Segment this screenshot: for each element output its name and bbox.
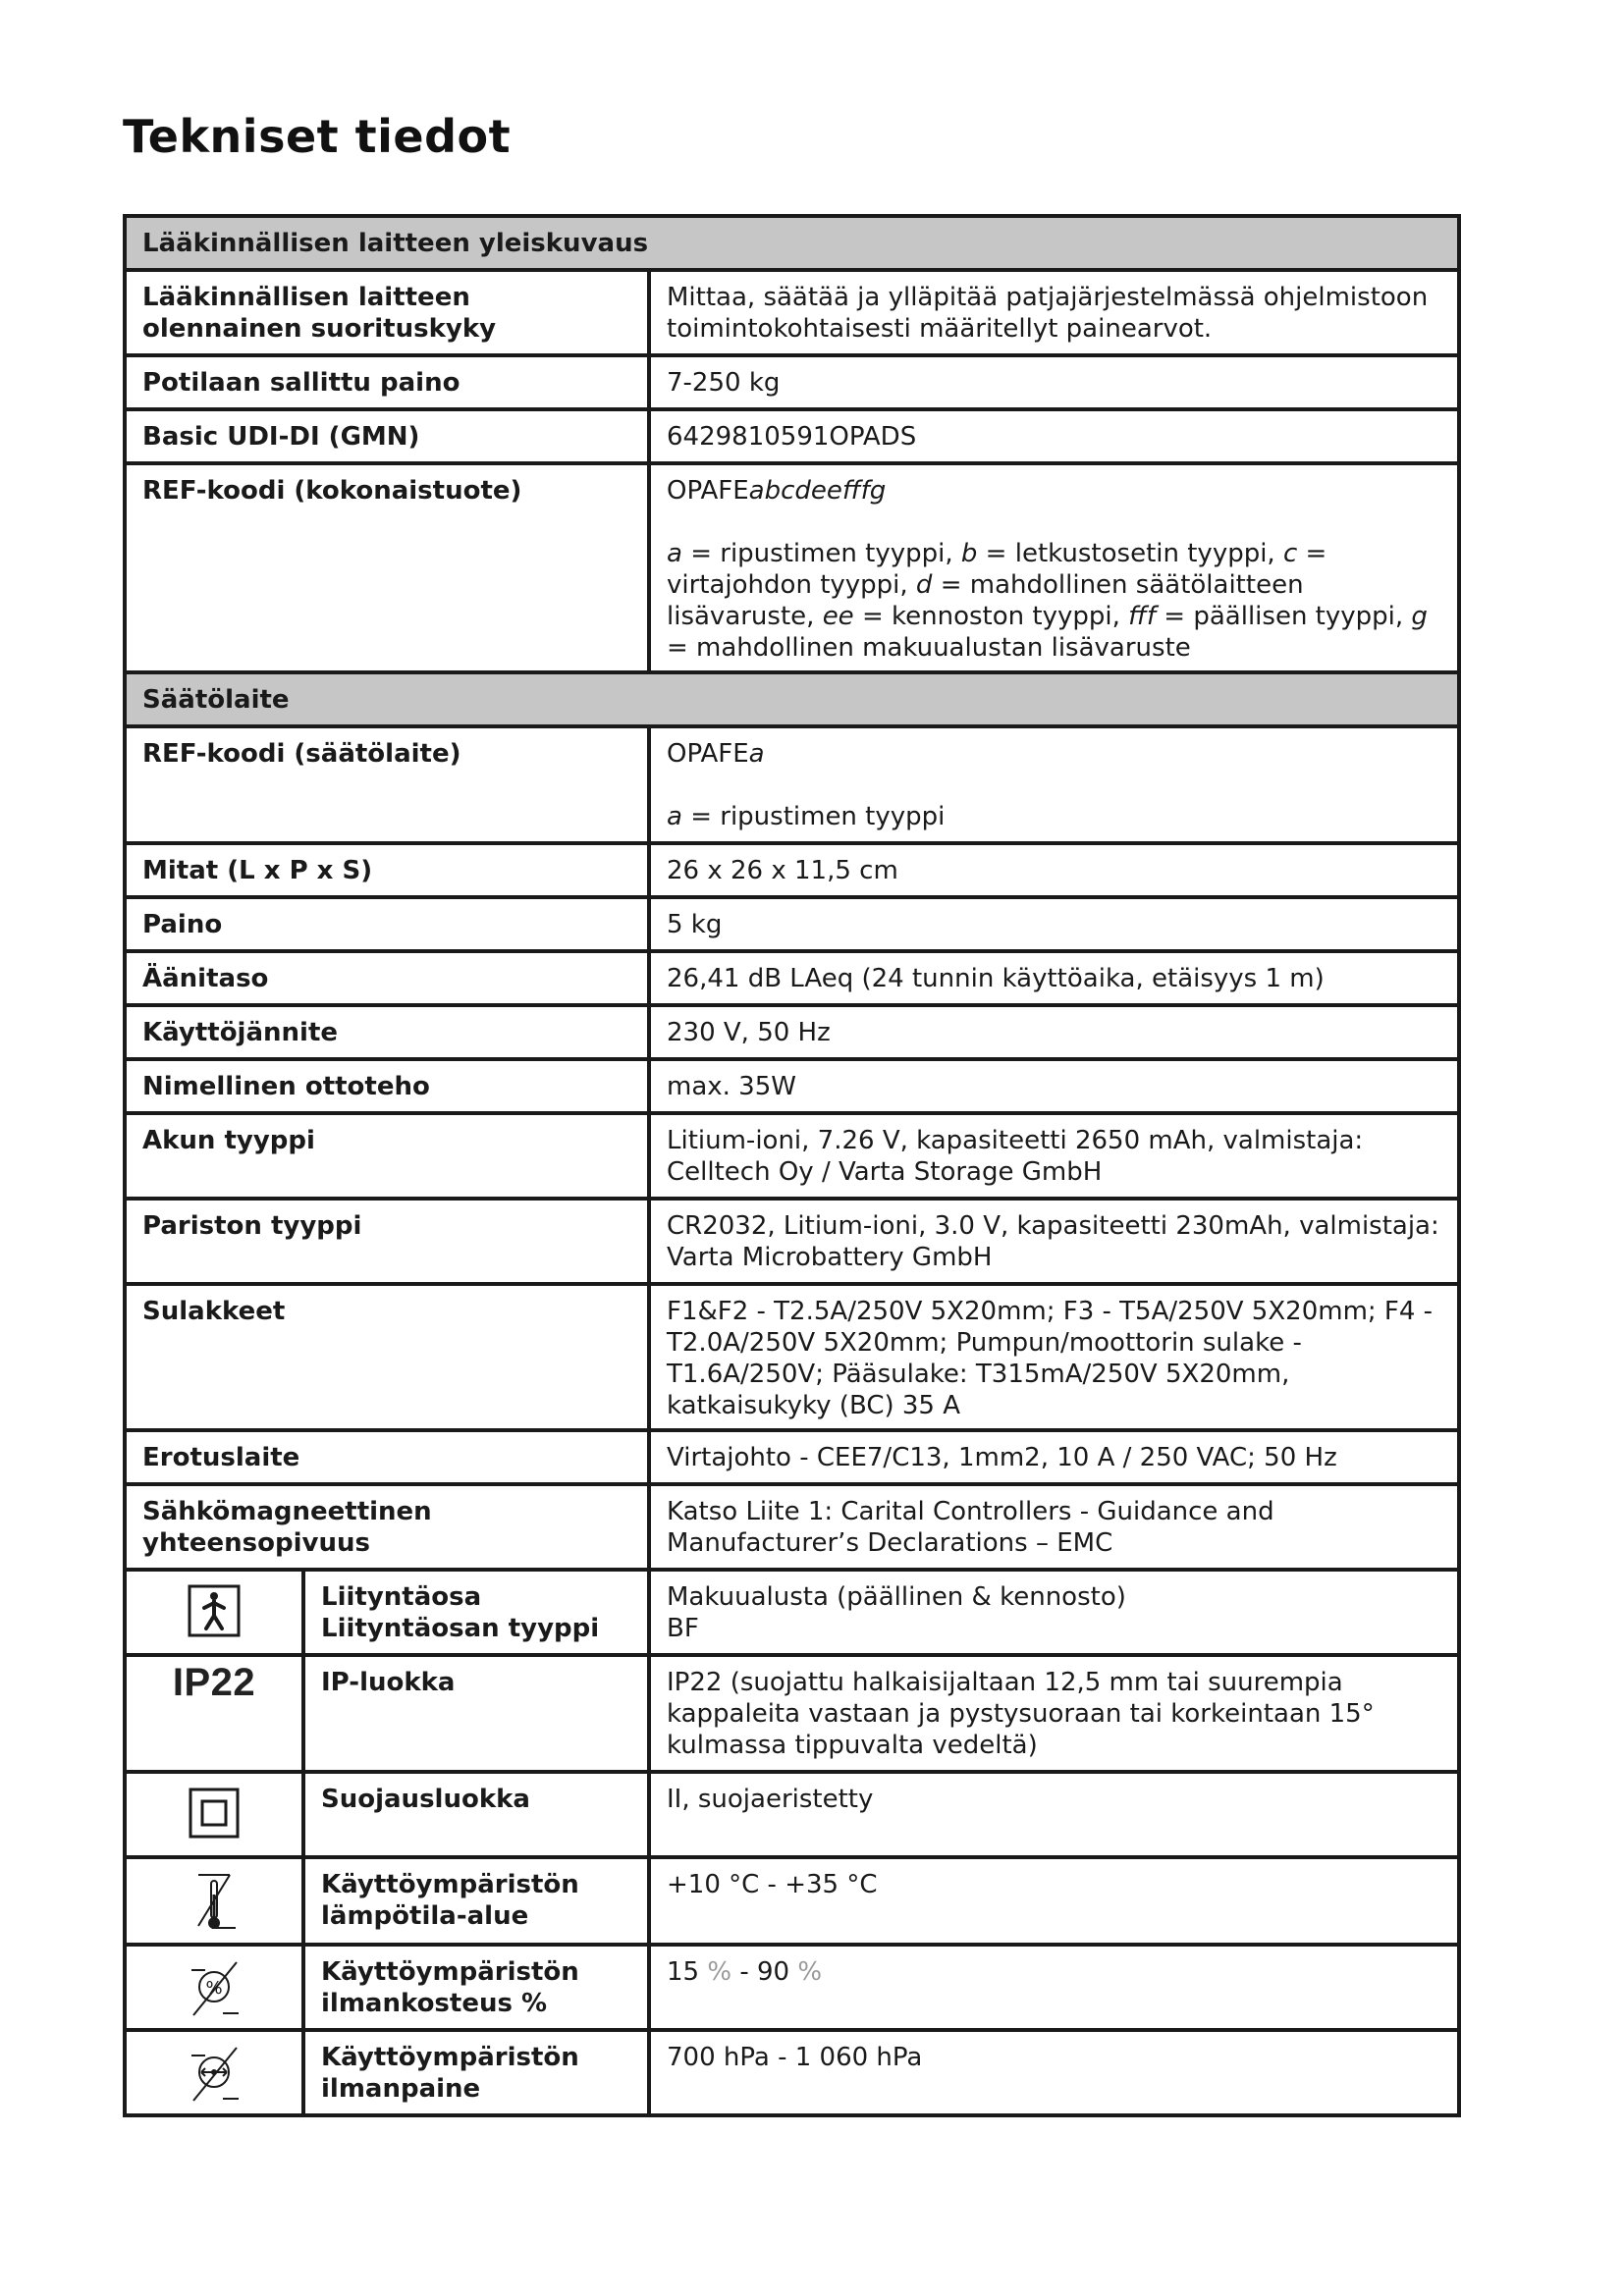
ref-code-legend <box>667 538 1441 664</box>
section-header-device-overview: Lääkinnällisen laitteen yleiskuvaus <box>125 216 1459 270</box>
table-row <box>125 1199 1459 1284</box>
legend-text: = kennoston tyyppi, <box>853 602 1129 631</box>
row-label: Käyttöympäristön ilmankosteus % <box>303 1945 649 2030</box>
humidity-min: 15 <box>667 1957 700 1987</box>
row-label: Suojausluokka <box>303 1772 649 1857</box>
protection-class-icon-cell <box>125 1772 303 1857</box>
row-value: 230 V, 50 Hz <box>649 1005 1459 1059</box>
temperature-icon-cell <box>125 1857 303 1945</box>
row-value: Litium-ioni, 7.26 V, kapasiteetti 2650 mAh, valmistaja: Celltech Oy / Varta Storage GmbH <box>649 1113 1459 1199</box>
legend-text: = mahdollinen makuualustan lisävaruste <box>667 633 1191 663</box>
row-label: Käyttöjännite <box>125 1005 649 1059</box>
legend-var: a <box>667 802 682 831</box>
legend-text: = letkustosetin tyyppi, <box>977 539 1283 568</box>
ref-code-prefix: OPAFE <box>667 476 749 506</box>
table-row <box>125 1430 1459 1484</box>
applied-part-type-label: Liityntäosan tyyppi <box>321 1614 600 1643</box>
row-label: Äänitaso <box>125 951 649 1005</box>
row-value: F1&F2 - T2.5A/250V 5X20mm; F3 - T5A/250V 5X20mm; F4 - T2.0A/250V 5X20mm; Pumpun/moottorin sulake - T1.6A/250V; Pääsulake: T315mA/250V 5X20mm, katkaisukyky (BC) 35 A <box>649 1284 1459 1430</box>
legend-var: fff <box>1128 602 1157 631</box>
humidity-max: 90 <box>757 1957 790 1987</box>
row-value: +10 °C - +35 °C <box>649 1857 1459 1945</box>
legend-text: = ripustimen tyyppi, <box>681 539 961 568</box>
humidity-unit: % <box>797 1957 823 1987</box>
legend-text: = mahdollinen säätölaitteen lisävaruste, <box>667 570 1304 631</box>
humidity-value <box>649 1945 1459 2030</box>
symbol-row <box>125 1655 1459 1772</box>
row-label: Lääkinnällisen laitteen olennainen suorituskyky <box>125 270 649 355</box>
ref-code-legend <box>667 801 1441 832</box>
humidity-icon-cell <box>125 1945 303 2030</box>
table-row <box>125 409 1459 463</box>
row-label: Mitat (L x P x S) <box>125 843 649 897</box>
humidity-sep: - <box>731 1957 757 1987</box>
legend-var: a <box>667 539 682 568</box>
legend-text: = virtajohdon tyyppi, <box>667 539 1327 600</box>
legend-text: = päällisen tyyppi, <box>1156 602 1412 631</box>
class-ii-double-square-icon <box>185 1784 244 1842</box>
applied-part-icon-cell <box>125 1570 303 1655</box>
legend-var: b <box>960 539 978 568</box>
row-label: Paino <box>125 897 649 951</box>
row-value: 7-250 kg <box>649 355 1459 409</box>
humidity-unit: % <box>707 1957 732 1987</box>
table-row <box>125 726 1459 843</box>
symbol-row <box>125 1772 1459 1857</box>
svg-text:%: % <box>205 1978 223 1999</box>
temperature-limit-icon <box>185 1869 244 1936</box>
row-label: Akun tyyppi <box>125 1113 649 1199</box>
row-label: IP-luokka <box>303 1655 649 1772</box>
technical-specs-table <box>123 214 1461 2117</box>
legend-text: = ripustimen tyyppi <box>681 802 946 831</box>
table-row <box>125 843 1459 897</box>
applied-part-labels <box>303 1570 649 1655</box>
row-value: CR2032, Litium-ioni, 3.0 V, kapasiteetti 230mAh, valmistaja: Varta Microbattery GmbH <box>649 1199 1459 1284</box>
ref-code-value <box>649 463 1459 672</box>
table-row <box>125 1113 1459 1199</box>
ref-code-value <box>649 726 1459 843</box>
section-header-row <box>125 672 1459 726</box>
ref-code-suffix: a <box>748 739 765 769</box>
row-label: Sähkömagneettinen yhteensopivuus <box>125 1484 649 1570</box>
ref-code-suffix: abcdeefffg <box>748 476 887 506</box>
row-value: 26 x 26 x 11,5 cm <box>649 843 1459 897</box>
page-title: Tekniset tiedot <box>123 110 512 163</box>
symbol-row <box>125 1945 1459 2030</box>
table-row <box>125 951 1459 1005</box>
pressure-icon-cell <box>125 2030 303 2115</box>
table-row <box>125 1059 1459 1113</box>
humidity-limit-icon <box>184 1956 244 2021</box>
row-value: Katso Liite 1: Carital Controllers - Guidance and Manufacturer’s Declarations – EMC <box>649 1484 1459 1570</box>
row-label: Nimellinen ottoteho <box>125 1059 649 1113</box>
table-row <box>125 463 1459 672</box>
row-value: 700 hPa - 1 060 hPa <box>649 2030 1459 2115</box>
row-value: IP22 (suojattu halkaisijaltaan 12,5 mm tai suurempia kappaleita vastaan ja pystysuoraan tai korkeintaan 15° kulmassa tippuvalta vedeltä) <box>649 1655 1459 1772</box>
row-value: Virtajohto - CEE7/C13, 1mm2, 10 A / 250 VAC; 50 Hz <box>649 1430 1459 1484</box>
row-label: Käyttöympäristön ilmanpaine <box>303 2030 649 2115</box>
applied-part-type-value: BF <box>667 1614 699 1643</box>
ref-code-prefix: OPAFE <box>667 739 749 769</box>
row-label: REF-koodi (kokonaistuote) <box>125 463 649 672</box>
legend-var: c <box>1282 539 1298 568</box>
row-label: Pariston tyyppi <box>125 1199 649 1284</box>
table-row <box>125 270 1459 355</box>
row-value: 5 kg <box>649 897 1459 951</box>
row-value: max. 35W <box>649 1059 1459 1113</box>
row-label: Sulakkeet <box>125 1284 649 1430</box>
section-header-row <box>125 216 1459 270</box>
atmospheric-pressure-limit-icon <box>184 2042 244 2107</box>
row-value: 6429810591OPADS <box>649 409 1459 463</box>
symbol-row <box>125 1570 1459 1655</box>
section-header-controller: Säätölaite <box>125 672 1459 726</box>
ref-code <box>667 738 1441 770</box>
row-label: Basic UDI-DI (GMN) <box>125 409 649 463</box>
table-row <box>125 1484 1459 1570</box>
table-row <box>125 1284 1459 1430</box>
row-label: Potilaan sallittu paino <box>125 355 649 409</box>
table-row <box>125 1005 1459 1059</box>
legend-var: ee <box>822 602 854 631</box>
applied-part-value: Makuualusta (päällinen & kennosto) <box>667 1582 1126 1612</box>
ip-class-icon-cell <box>125 1655 303 1772</box>
symbol-row <box>125 2030 1459 2115</box>
ref-code <box>667 475 1441 507</box>
row-label: REF-koodi (säätölaite) <box>125 726 649 843</box>
table-row <box>125 897 1459 951</box>
ip22-icon: IP22 <box>172 1661 256 1704</box>
legend-var: d <box>915 570 933 600</box>
row-label: Käyttöympäristön lämpötila-alue <box>303 1857 649 1945</box>
applied-part-values <box>649 1570 1459 1655</box>
legend-var: g <box>1411 602 1428 631</box>
table-row <box>125 355 1459 409</box>
row-value: II, suojaeristetty <box>649 1772 1459 1857</box>
row-value: 26,41 dB LAeq (24 tunnin käyttöaika, etäisyys 1 m) <box>649 951 1459 1005</box>
row-value: Mittaa, säätää ja ylläpitää patjajärjestelmässä ohjelmistoon toimintokohtaisesti määritellyt painearvot. <box>649 270 1459 355</box>
row-label: Erotuslaite <box>125 1430 649 1484</box>
applied-part-label: Liityntäosa <box>321 1582 482 1612</box>
type-bf-applied-part-icon <box>185 1581 244 1640</box>
symbol-row <box>125 1857 1459 1945</box>
